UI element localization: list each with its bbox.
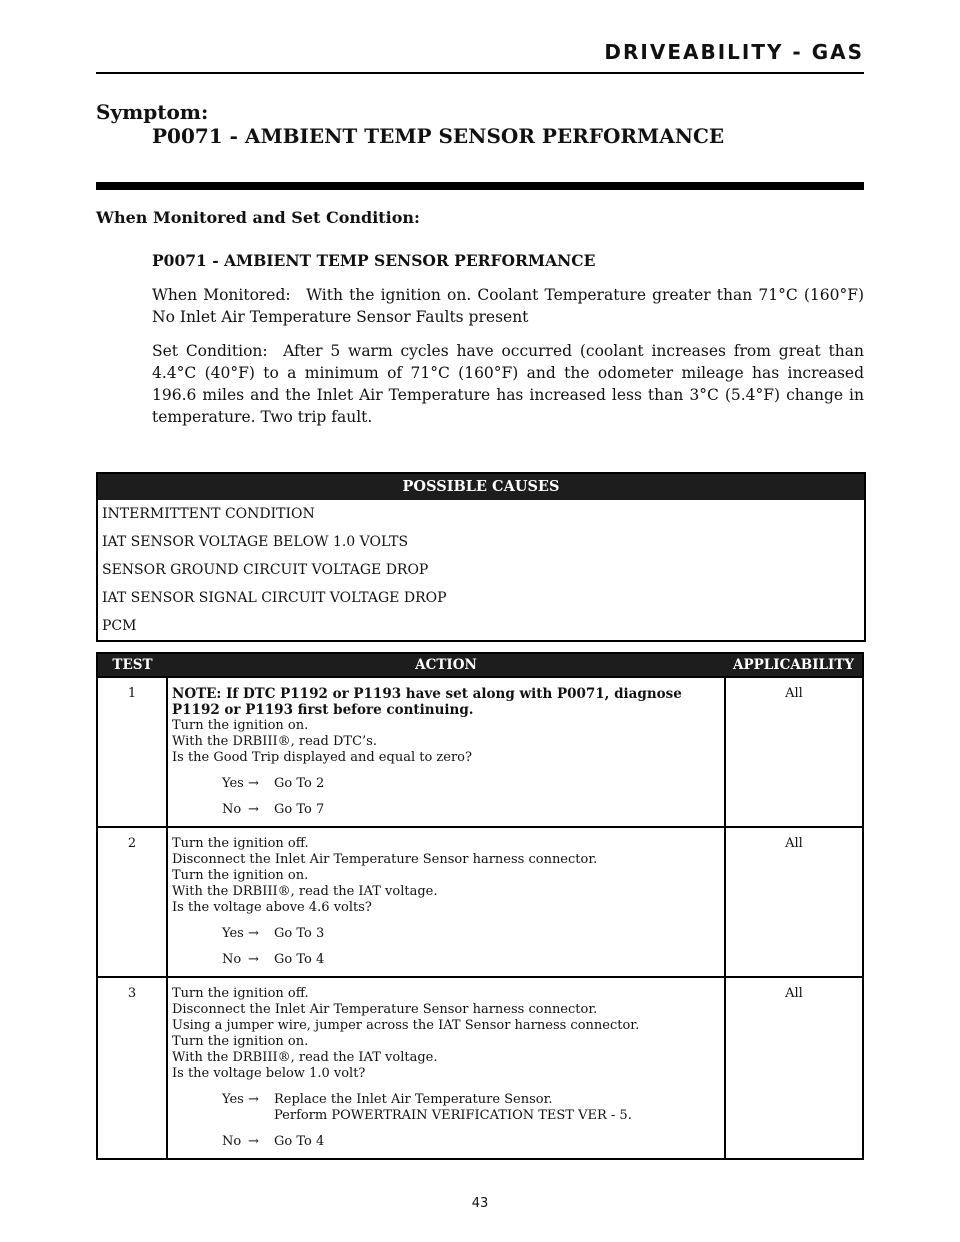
possible-causes-heading: POSSIBLE CAUSES	[98, 474, 864, 500]
arrow-right-icon: →	[248, 926, 259, 941]
yes-answer	[172, 926, 720, 942]
no-answer	[172, 802, 720, 818]
cause-item: INTERMITTENT CONDITION	[102, 506, 315, 522]
monitored-heading: When Monitored and Set Condition:	[96, 208, 420, 227]
test-action	[167, 677, 725, 827]
yes-result: Go To 2	[274, 776, 325, 791]
header-action: ACTION	[167, 653, 725, 677]
page-number: 43	[471, 1196, 489, 1211]
no-result: Go To 7	[274, 802, 325, 817]
no-answer	[172, 1134, 720, 1150]
arrow-right-icon: →	[248, 802, 259, 817]
arrow-right-icon: →	[248, 776, 259, 791]
yes-label: Yes	[222, 776, 244, 791]
action-line: Turn the ignition off.	[172, 836, 309, 851]
no-label: No	[222, 952, 242, 967]
test-note: NOTE: If DTC P1192 or P1193 have set along with P0071, diagnose P1192 or P1193 first before continuing.	[172, 686, 682, 718]
action-line: With the DRBIII®, read DTC’s.	[172, 734, 377, 749]
test-table	[96, 652, 864, 1160]
action-line: Disconnect the Inlet Air Temperature Sensor harness connector.	[172, 1002, 598, 1017]
action-line: Is the Good Trip displayed and equal to zero?	[172, 750, 472, 765]
test-table-header	[97, 653, 863, 677]
action-line: Turn the ignition on.	[172, 1034, 309, 1049]
symptom-title: P0071 - AMBIENT TEMP SENSOR PERFORMANCE	[152, 124, 725, 148]
test-number: 1	[97, 677, 167, 827]
action-line: Turn the ignition on.	[172, 868, 309, 883]
no-label: No	[222, 1134, 242, 1149]
test-number: 3	[97, 977, 167, 1159]
table-row	[97, 977, 863, 1159]
no-result: Go To 4	[274, 1134, 325, 1149]
cause-item: PCM	[102, 618, 137, 634]
section-divider	[96, 182, 864, 190]
header-divider	[96, 72, 864, 74]
possible-causes-box	[96, 472, 866, 642]
cause-item: IAT SENSOR SIGNAL CIRCUIT VOLTAGE DROP	[102, 590, 447, 606]
set-condition-text: Set Condition: After 5 warm cycles have occurred (coolant increases from great than 4.4°C (40°F) to a minimum of 71°C (160°F) and the odometer mileage has increased 196.6 miles and the Inlet Air Temperature has increased less than 3°C (5.4°F) change in temperature. Two trip fault.	[152, 342, 864, 426]
action-line: With the DRBIII®, read the IAT voltage.	[172, 1050, 438, 1065]
test-applicability: All	[725, 977, 863, 1159]
test-applicability: All	[725, 677, 863, 827]
table-row	[97, 827, 863, 977]
test-action	[167, 977, 725, 1159]
cause-item: IAT SENSOR VOLTAGE BELOW 1.0 VOLTS	[102, 534, 409, 550]
symptom-label: Symptom:	[96, 100, 209, 124]
yes-answer	[172, 1092, 720, 1124]
action-line: Is the voltage above 4.6 volts?	[172, 900, 372, 915]
no-label: No	[222, 802, 242, 817]
no-answer	[172, 952, 720, 968]
yes-result: Replace the Inlet Air Temperature Sensor. Perform POWERTRAIN VERIFICATION TEST VER - 5.	[274, 1092, 632, 1123]
arrow-right-icon: →	[248, 1092, 259, 1107]
yes-answer	[172, 776, 720, 792]
section-title: DRIVEABILITY - GAS	[604, 40, 864, 64]
test-action	[167, 827, 725, 977]
action-line: Turn the ignition on.	[172, 718, 309, 733]
dtc-title: P0071 - AMBIENT TEMP SENSOR PERFORMANCE	[152, 251, 596, 270]
action-line: Disconnect the Inlet Air Temperature Sensor harness connector.	[172, 852, 598, 867]
arrow-right-icon: →	[248, 1134, 259, 1149]
action-line: Is the voltage below 1.0 volt?	[172, 1066, 366, 1081]
no-result: Go To 4	[274, 952, 325, 967]
action-line: Turn the ignition off.	[172, 986, 309, 1001]
test-number: 2	[97, 827, 167, 977]
yes-label: Yes	[222, 1092, 244, 1107]
header-test: TEST	[97, 653, 167, 677]
yes-label: Yes	[222, 926, 244, 941]
arrow-right-icon: →	[248, 952, 259, 967]
cause-item: SENSOR GROUND CIRCUIT VOLTAGE DROP	[102, 562, 429, 578]
test-applicability: All	[725, 827, 863, 977]
action-line: Using a jumper wire, jumper across the IAT Sensor harness connector.	[172, 1018, 640, 1033]
table-row	[97, 677, 863, 827]
yes-result: Go To 3	[274, 926, 325, 941]
header-applicability: APPLICABILITY	[725, 653, 863, 677]
conditions-body	[152, 250, 864, 440]
when-monitored-text: When Monitored: With the ignition on. Coolant Temperature greater than 71°C (160°F) No Inlet Air Temperature Sensor Faults present	[152, 286, 864, 326]
action-line: With the DRBIII®, read the IAT voltage.	[172, 884, 438, 899]
